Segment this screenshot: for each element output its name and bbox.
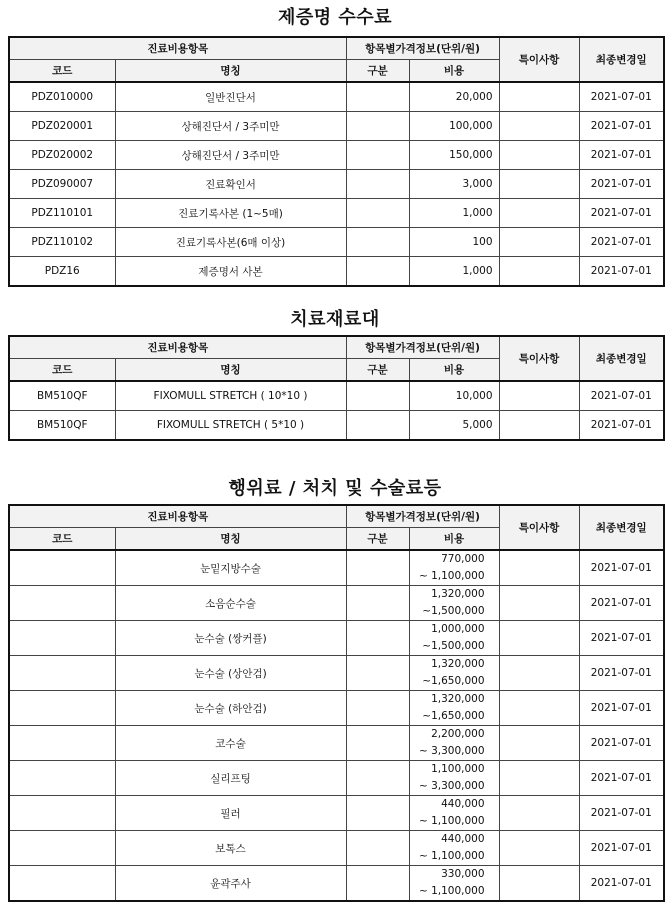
cell-code: BM510QF	[9, 411, 115, 441]
table-row	[9, 586, 664, 621]
cell-updated: 2021-07-01	[579, 381, 664, 411]
cell-code	[9, 796, 115, 831]
cell-code: PDZ110101	[9, 199, 115, 228]
cell-cost	[409, 796, 499, 831]
cost-min: 770,000	[441, 553, 485, 565]
cell-code: PDZ010000	[9, 82, 115, 112]
cell-cost: 1,000	[409, 257, 499, 287]
cell-cost	[409, 691, 499, 726]
section-title-materials: 치료재료대	[290, 309, 380, 330]
cell-updated: 2021-07-01	[579, 831, 664, 866]
cell-category	[346, 170, 409, 199]
header-updated: 최종변경일	[579, 37, 664, 82]
cell-category	[346, 199, 409, 228]
cell-category	[346, 112, 409, 141]
cell-updated: 2021-07-01	[579, 170, 664, 199]
cell-name: 눈수술 (하안검)	[115, 691, 346, 726]
cell-updated: 2021-07-01	[579, 257, 664, 287]
header-item-group: 진료비용항목	[9, 336, 346, 359]
cell-category	[346, 82, 409, 112]
fee-page	[0, 6, 670, 902]
table-header	[9, 505, 664, 550]
cell-special	[499, 831, 579, 866]
table-row	[9, 257, 664, 287]
header-updated: 최종변경일	[579, 505, 664, 550]
cell-name: 필러	[115, 796, 346, 831]
cell-category	[346, 866, 409, 902]
cell-code: PDZ090007	[9, 170, 115, 199]
cell-updated: 2021-07-01	[579, 866, 664, 902]
header-cost: 비용	[409, 60, 499, 83]
cell-name: 코수술	[115, 726, 346, 761]
cell-special	[499, 796, 579, 831]
cell-category	[346, 831, 409, 866]
materials-fee-table	[8, 335, 665, 441]
header-item-group: 진료비용항목	[9, 37, 346, 60]
table-row	[9, 761, 664, 796]
cell-name: FIXOMULL STRETCH ( 5*10 )	[115, 411, 346, 441]
section-title-procedures: 행위료 / 처치 및 수술료등	[228, 478, 442, 499]
header-special: 특이사항	[499, 505, 579, 550]
table-row	[9, 199, 664, 228]
cell-updated: 2021-07-01	[579, 411, 664, 441]
cell-code	[9, 726, 115, 761]
header-item-group: 진료비용항목	[9, 505, 346, 528]
cell-name: 상해진단서 / 3주미만	[115, 141, 346, 170]
cost-min: 1,000,000	[431, 623, 485, 635]
cell-name: 눈밑지방수술	[115, 550, 346, 586]
cell-category	[346, 656, 409, 691]
cell-updated: 2021-07-01	[579, 691, 664, 726]
cell-special	[499, 621, 579, 656]
table-row	[9, 866, 664, 902]
cell-cost: 3,000	[409, 170, 499, 199]
section-title-certificate-fees: 제증명 수수료	[277, 7, 393, 28]
cell-category	[346, 257, 409, 287]
cell-cost	[409, 831, 499, 866]
header-name: 명칭	[115, 60, 346, 83]
header-code: 코드	[9, 528, 115, 551]
cell-code	[9, 831, 115, 866]
procedure-fee-table	[8, 504, 665, 902]
cost-min: 1,100,000	[431, 763, 485, 775]
cost-max: ~ 1,100,000	[418, 815, 485, 827]
cell-special	[499, 141, 579, 170]
cell-category	[346, 621, 409, 656]
table-row	[9, 82, 664, 112]
cell-cost	[409, 550, 499, 586]
cell-cost: 150,000	[409, 141, 499, 170]
cell-category	[346, 228, 409, 257]
cell-name: 제증명서 사본	[115, 257, 346, 287]
header-name: 명칭	[115, 528, 346, 551]
header-category: 구분	[346, 60, 409, 83]
cell-name: 눈수술 (상안검)	[115, 656, 346, 691]
cell-name: 실리프팅	[115, 761, 346, 796]
header-cost: 비용	[409, 528, 499, 551]
cost-min: 440,000	[441, 833, 485, 845]
cell-special	[499, 381, 579, 411]
cell-special	[499, 866, 579, 902]
header-price-group: 항목별가격정보(단위/원)	[346, 336, 499, 359]
cell-updated: 2021-07-01	[579, 796, 664, 831]
cell-updated: 2021-07-01	[579, 199, 664, 228]
cost-min: 1,320,000	[431, 693, 485, 705]
cell-name: 상해진단서 / 3주미만	[115, 112, 346, 141]
cell-name: FIXOMULL STRETCH ( 10*10 )	[115, 381, 346, 411]
cell-updated: 2021-07-01	[579, 550, 664, 586]
cost-min: 1,320,000	[431, 588, 485, 600]
cell-cost: 100,000	[409, 112, 499, 141]
cell-name: 소음순수술	[115, 586, 346, 621]
cell-special	[499, 691, 579, 726]
cell-special	[499, 656, 579, 691]
cell-category	[346, 796, 409, 831]
cell-cost: 100	[409, 228, 499, 257]
cell-name: 윤곽주사	[115, 866, 346, 902]
cell-name: 눈수술 (쌍커플)	[115, 621, 346, 656]
table-row	[9, 411, 664, 441]
cell-code	[9, 691, 115, 726]
cell-name: 일반진단서	[115, 82, 346, 112]
cost-max: ~1,500,000	[422, 605, 485, 617]
table-row	[9, 796, 664, 831]
cost-max: ~ 1,100,000	[418, 850, 485, 862]
header-name: 명칭	[115, 359, 346, 382]
cell-cost	[409, 761, 499, 796]
cell-updated: 2021-07-01	[579, 228, 664, 257]
cell-special	[499, 112, 579, 141]
table-row	[9, 831, 664, 866]
cell-cost: 10,000	[409, 381, 499, 411]
header-price-group: 항목별가격정보(단위/원)	[346, 505, 499, 528]
cell-code	[9, 866, 115, 902]
cell-special	[499, 199, 579, 228]
cell-name: 진료기록사본 (1~5매)	[115, 199, 346, 228]
table-row	[9, 656, 664, 691]
cell-updated: 2021-07-01	[579, 82, 664, 112]
cost-min: 440,000	[441, 798, 485, 810]
cell-updated: 2021-07-01	[579, 621, 664, 656]
cell-category	[346, 726, 409, 761]
table-row	[9, 170, 664, 199]
cell-special	[499, 550, 579, 586]
cell-updated: 2021-07-01	[579, 761, 664, 796]
table-row	[9, 550, 664, 586]
cell-special	[499, 411, 579, 441]
cell-special	[499, 228, 579, 257]
cell-cost	[409, 656, 499, 691]
cell-category	[346, 586, 409, 621]
cell-special	[499, 170, 579, 199]
cell-cost	[409, 726, 499, 761]
table-header	[9, 336, 664, 381]
table-row	[9, 726, 664, 761]
table-header	[9, 37, 664, 82]
cost-max: ~ 3,300,000	[418, 745, 485, 757]
cell-category	[346, 761, 409, 796]
header-category: 구분	[346, 359, 409, 382]
cell-category	[346, 691, 409, 726]
cell-cost: 5,000	[409, 411, 499, 441]
cell-name: 진료확인서	[115, 170, 346, 199]
cell-special	[499, 586, 579, 621]
cell-special	[499, 82, 579, 112]
cost-max: ~ 1,100,000	[418, 570, 485, 582]
table-row	[9, 381, 664, 411]
cell-updated: 2021-07-01	[579, 141, 664, 170]
cell-code	[9, 621, 115, 656]
cost-min: 330,000	[441, 868, 485, 880]
cell-category	[346, 381, 409, 411]
table-row	[9, 112, 664, 141]
cell-category	[346, 411, 409, 441]
cell-cost	[409, 621, 499, 656]
cell-special	[499, 761, 579, 796]
cell-code	[9, 761, 115, 796]
certificate-fee-table	[8, 36, 665, 287]
cell-code: PDZ020002	[9, 141, 115, 170]
table-row	[9, 228, 664, 257]
header-cost: 비용	[409, 359, 499, 382]
cell-code: PDZ020001	[9, 112, 115, 141]
header-code: 코드	[9, 60, 115, 83]
cost-min: 1,320,000	[431, 658, 485, 670]
cell-code: PDZ16	[9, 257, 115, 287]
table-row	[9, 691, 664, 726]
header-special: 특이사항	[499, 336, 579, 381]
header-price-group: 항목별가격정보(단위/원)	[346, 37, 499, 60]
table-row	[9, 621, 664, 656]
cost-max: ~ 3,300,000	[418, 780, 485, 792]
header-code: 코드	[9, 359, 115, 382]
cell-category	[346, 550, 409, 586]
cell-updated: 2021-07-01	[579, 726, 664, 761]
cell-code	[9, 656, 115, 691]
cell-special	[499, 726, 579, 761]
cell-cost	[409, 866, 499, 902]
cell-name: 진료기록사본(6매 이상)	[115, 228, 346, 257]
cost-max: ~ 1,100,000	[418, 885, 485, 897]
cost-max: ~1,650,000	[422, 675, 485, 687]
cell-updated: 2021-07-01	[579, 586, 664, 621]
header-updated: 최종변경일	[579, 336, 664, 381]
cell-cost: 1,000	[409, 199, 499, 228]
cell-category	[346, 141, 409, 170]
header-category: 구분	[346, 528, 409, 551]
table-row	[9, 141, 664, 170]
cost-min: 2,200,000	[431, 728, 485, 740]
cell-updated: 2021-07-01	[579, 656, 664, 691]
cost-max: ~1,650,000	[422, 710, 485, 722]
header-special: 특이사항	[499, 37, 579, 82]
cell-code	[9, 586, 115, 621]
cell-name: 보톡스	[115, 831, 346, 866]
cost-max: ~1,500,000	[422, 640, 485, 652]
cell-code: BM510QF	[9, 381, 115, 411]
cell-special	[499, 257, 579, 287]
cell-cost	[409, 586, 499, 621]
cell-code	[9, 550, 115, 586]
cell-updated: 2021-07-01	[579, 112, 664, 141]
cell-code: PDZ110102	[9, 228, 115, 257]
cell-cost: 20,000	[409, 82, 499, 112]
